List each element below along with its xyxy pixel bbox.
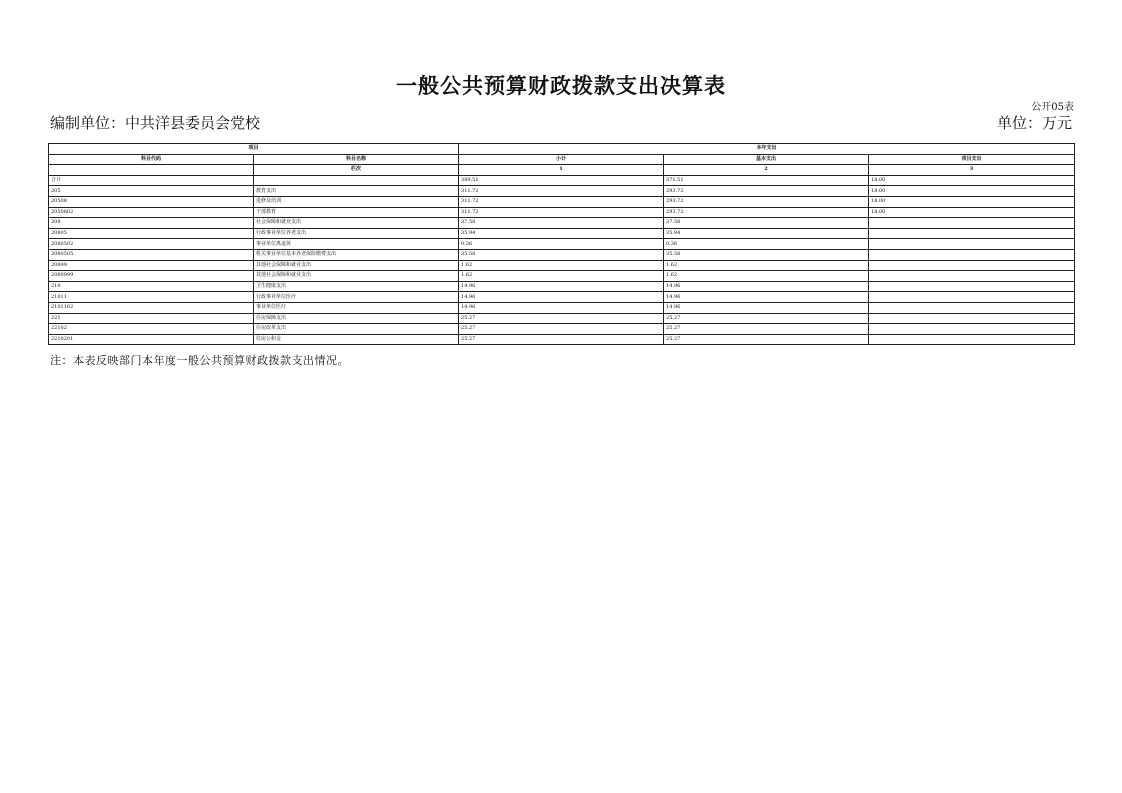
subject-name-cell: 行政事业单位医疗 [254, 292, 459, 303]
table-row [49, 249, 1075, 260]
header-name: 科目名称 [254, 154, 459, 165]
basic-expenditure-cell: 35.94 [664, 228, 869, 239]
subject-code-cell: 21011 [49, 292, 254, 303]
subject-name-cell: 卫生健康支出 [254, 281, 459, 292]
table-row [49, 228, 1075, 239]
subject-name-cell: 社会保障和就业支出 [254, 218, 459, 229]
basic-expenditure-cell: 0.36 [664, 239, 869, 250]
header-project-expenditure: 项目支出 [869, 154, 1075, 165]
subtotal-cell: 311.72 [459, 196, 664, 207]
project-expenditure-cell [869, 260, 1075, 271]
footnote: 注：本表反映部门本年度一般公共预算财政拨款支出情况。 [50, 354, 349, 367]
subject-code-cell: 210 [49, 281, 254, 292]
subject-code-cell: 221 [49, 313, 254, 324]
table-row [49, 292, 1075, 303]
subject-name-cell: 机关事业单位基本养老保险缴费支出 [254, 249, 459, 260]
basic-expenditure-cell: 293.72 [664, 196, 869, 207]
project-expenditure-cell [869, 302, 1075, 313]
project-expenditure-cell [869, 228, 1075, 239]
subtotal-cell: 389.51 [459, 175, 664, 186]
subtotal-cell: 35.94 [459, 228, 664, 239]
table-row [49, 196, 1075, 207]
table-row [49, 175, 1075, 186]
subtotal-cell: 1.62 [459, 271, 664, 282]
project-expenditure-cell [869, 271, 1075, 282]
subject-name-cell: 住房保障支出 [254, 313, 459, 324]
project-expenditure-cell: 18.00 [869, 196, 1075, 207]
subtotal-cell: 25.27 [459, 334, 664, 345]
basic-expenditure-cell: 25.27 [664, 313, 869, 324]
table-row [49, 313, 1075, 324]
subject-code-cell: 合计 [49, 175, 254, 186]
header-subtotal: 小计 [459, 154, 664, 165]
header-code: 科目代码 [49, 154, 254, 165]
subtotal-cell: 1.62 [459, 260, 664, 271]
table-code: 公开05表 [1031, 102, 1074, 113]
basic-expenditure-cell: 1.62 [664, 260, 869, 271]
expenditure-table [48, 143, 1075, 345]
header-col-1: 1 [459, 165, 664, 176]
table-row [49, 207, 1075, 218]
table-row [49, 324, 1075, 335]
table-row [49, 281, 1075, 292]
project-expenditure-cell: 18.00 [869, 175, 1075, 186]
project-expenditure-cell [869, 249, 1075, 260]
project-expenditure-cell [869, 281, 1075, 292]
subject-name-cell: 事业单位医疗 [254, 302, 459, 313]
subject-code-cell: 2101102 [49, 302, 254, 313]
header-row-3 [49, 165, 1075, 176]
subject-code-cell: 205 [49, 186, 254, 197]
subject-code-cell: 20508 [49, 196, 254, 207]
header-row-1 [49, 144, 1075, 155]
subject-name-cell: 其他社会保障和就业支出 [254, 260, 459, 271]
subtotal-cell: 311.72 [459, 186, 664, 197]
table-row [49, 186, 1075, 197]
project-expenditure-cell [869, 324, 1075, 335]
header-row-2 [49, 154, 1075, 165]
table-row [49, 260, 1075, 271]
project-expenditure-cell [869, 313, 1075, 324]
subject-code-cell: 2080505 [49, 249, 254, 260]
table-row [49, 302, 1075, 313]
subject-code-cell: 2080502 [49, 239, 254, 250]
basic-expenditure-cell: 293.72 [664, 186, 869, 197]
project-expenditure-cell [869, 334, 1075, 345]
subtotal-cell: 14.96 [459, 281, 664, 292]
table-row [49, 334, 1075, 345]
basic-expenditure-cell: 37.58 [664, 218, 869, 229]
subject-code-cell: 208 [49, 218, 254, 229]
currency-unit: 单位：万元 [996, 114, 1072, 132]
subject-code-cell: 20805 [49, 228, 254, 239]
subtotal-cell: 0.36 [459, 239, 664, 250]
subject-name-cell [254, 175, 459, 186]
subtotal-cell: 25.27 [459, 313, 664, 324]
header-column: 栏次 [254, 165, 459, 176]
basic-expenditure-cell: 25.27 [664, 334, 869, 345]
header-blank [49, 165, 254, 176]
report-title: 一般公共预算财政拨款支出决算表 [396, 73, 726, 98]
subject-name-cell: 进修及培训 [254, 196, 459, 207]
basic-expenditure-cell: 14.96 [664, 292, 869, 303]
subject-name-cell: 教育支出 [254, 186, 459, 197]
project-expenditure-cell: 18.00 [869, 186, 1075, 197]
header-project: 项目 [49, 144, 459, 155]
basic-expenditure-cell: 25.27 [664, 324, 869, 335]
subject-name-cell: 住房改革支出 [254, 324, 459, 335]
basic-expenditure-cell: 35.58 [664, 249, 869, 260]
basic-expenditure-cell: 14.96 [664, 281, 869, 292]
table-row [49, 271, 1075, 282]
project-expenditure-cell [869, 292, 1075, 303]
basic-expenditure-cell: 371.51 [664, 175, 869, 186]
subject-name-cell: 干部教育 [254, 207, 459, 218]
basic-expenditure-cell: 14.96 [664, 302, 869, 313]
header-basic: 基本支出 [664, 154, 869, 165]
project-expenditure-cell [869, 218, 1075, 229]
project-expenditure-cell [869, 239, 1075, 250]
subject-code-cell: 2050802 [49, 207, 254, 218]
header-col-2: 2 [664, 165, 869, 176]
subtotal-cell: 14.96 [459, 302, 664, 313]
subtotal-cell: 25.27 [459, 324, 664, 335]
header-col-3: 3 [869, 165, 1075, 176]
subtotal-cell: 311.72 [459, 207, 664, 218]
subject-code-cell: 2089999 [49, 271, 254, 282]
subject-code-cell: 22102 [49, 324, 254, 335]
subject-name-cell: 住房公积金 [254, 334, 459, 345]
project-expenditure-cell: 18.00 [869, 207, 1075, 218]
basic-expenditure-cell: 293.72 [664, 207, 869, 218]
header-current-year: 本年支出 [459, 144, 1075, 155]
basic-expenditure-cell: 1.62 [664, 271, 869, 282]
table-row [49, 218, 1075, 229]
subject-code-cell: 2210201 [49, 334, 254, 345]
subject-name-cell: 事业单位离退休 [254, 239, 459, 250]
subject-code-cell: 20899 [49, 260, 254, 271]
subject-name-cell: 其他社会保障和就业支出 [254, 271, 459, 282]
subject-name-cell: 行政事业单位养老支出 [254, 228, 459, 239]
subtotal-cell: 37.58 [459, 218, 664, 229]
compiling-unit: 编制单位：中共洋县委员会党校 [50, 114, 261, 132]
subtotal-cell: 14.96 [459, 292, 664, 303]
table-row [49, 239, 1075, 250]
subtotal-cell: 35.58 [459, 249, 664, 260]
